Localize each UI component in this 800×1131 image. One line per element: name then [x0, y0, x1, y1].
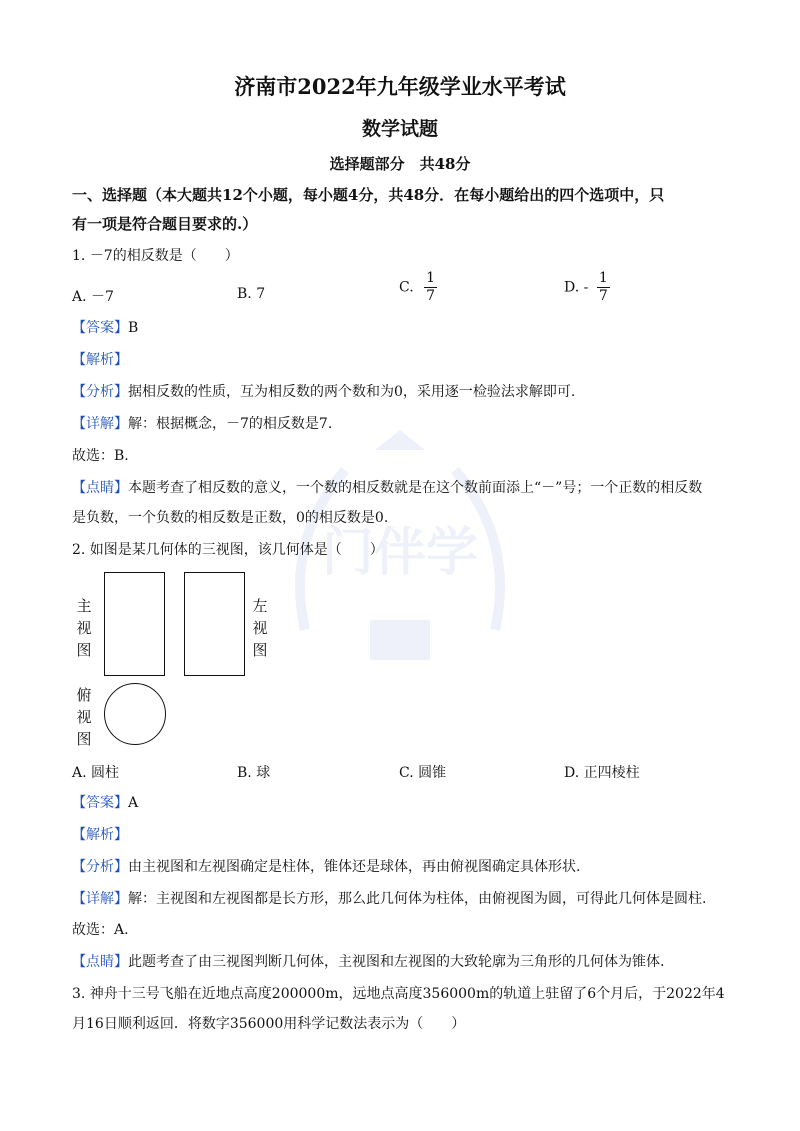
watermark-text: 门伴学: [321, 523, 479, 583]
q2-fenxi-tag: 【分析】: [72, 859, 128, 875]
q2-option-d: D. 正四棱柱: [564, 765, 640, 781]
q1-stem: 1. －7的相反数是（ ）: [72, 248, 239, 264]
q2-fenxi: [72, 857, 580, 877]
q1-fenxi-text: 据相反数的性质，互为相反数的两个数和为0，采用逐一检验法求解即可.: [128, 384, 576, 400]
q1-xiangjie-text: 解：根据概念，－7的相反数是7.: [128, 416, 333, 432]
section-instruction-line2: 有一项是符合题目要求的.）: [72, 215, 258, 233]
q2-fenxi-text: 由主视图和左视图确定是柱体，锥体还是球体，再由俯视图确定具体形状.: [128, 859, 581, 875]
q1-dianjing-line1: [72, 478, 702, 498]
q1-option-c: [399, 270, 437, 305]
front-view-label: 主视图: [76, 597, 92, 659]
q1-option-d-numerator: 1: [598, 270, 608, 286]
q1-xiangjie: [72, 414, 332, 434]
q2-dianjing: [72, 952, 664, 972]
q1-option-d-fraction: [597, 270, 610, 305]
q1-dianjing-tag: 【点睛】: [72, 480, 128, 496]
exam-subtitle: 数学试题: [361, 118, 438, 140]
q2-answer-value: A: [128, 795, 139, 811]
q2-choice: 故选：A.: [72, 922, 129, 938]
q1-fenxi: [72, 382, 575, 402]
top-view-circle: [104, 683, 166, 745]
q1-choice: 故选：B.: [72, 448, 129, 464]
q1-answer: [72, 318, 138, 338]
watermark-logo: [285, 430, 515, 700]
exam-title: 济南市2022年九年级学业水平考试: [234, 74, 566, 99]
q1-answer-value: B: [128, 320, 139, 336]
part-heading: 选择题部分 共48分: [329, 155, 471, 173]
q1-option-d: [564, 270, 610, 305]
q2-answer-tag: 【答案】: [72, 795, 128, 811]
q2-option-a: A. 圆柱: [72, 765, 120, 781]
q1-option-b: B. 7: [237, 286, 266, 302]
top-view-label: 俯视图: [76, 686, 92, 748]
q2-xiangjie-text: 解：主视图和左视图都是长方形，那么此几何体为柱体，由俯视图为圆，可得此几何体是圆柱.: [128, 891, 707, 907]
q1-xiangjie-tag: 【详解】: [72, 416, 128, 432]
q2-dianjing-tag: 【点睛】: [72, 954, 128, 970]
q1-option-c-fraction: [424, 270, 437, 305]
q2-analysis-tag: 【解析】: [72, 827, 128, 843]
q1-fenxi-tag: 【分析】: [72, 384, 128, 400]
q1-option-a: A. －7: [72, 289, 114, 305]
q1-analysis-tag: 【解析】: [72, 352, 128, 368]
q1-option-d-denominator: 7: [598, 288, 608, 304]
q1-option-c-numerator: 1: [426, 270, 436, 286]
q1-answer-tag: 【答案】: [72, 320, 128, 336]
q3-stem-line2: 月16日顺利返回．将数字356000用科学记数法表示为（ ）: [72, 1016, 466, 1032]
q2-option-b: B. 球: [237, 765, 271, 781]
q2-xiangjie: [72, 889, 706, 909]
q3-stem-line1: 3. 神舟十三号飞船在近地点高度200000m，远地点高度356000m的轨道上驻留了6个月后，于2022年4: [72, 986, 725, 1002]
front-view-rectangle: [104, 572, 165, 676]
q2-answer: [72, 793, 138, 813]
q1-dianjing-line2: 是负数，一个负数的相反数是正数，0的相反数是0.: [72, 510, 389, 526]
q2-xiangjie-tag: 【详解】: [72, 891, 128, 907]
q1-option-c-denominator: 7: [426, 288, 436, 304]
section-instruction-line1: 一、选择题（本大题共12个小题，每小题4分，共48分．在每小题给出的四个选项中，只: [72, 186, 665, 204]
left-view-label: 左视图: [252, 597, 268, 659]
q2-stem: 2. 如图是某几何体的三视图，该几何体是（ ）: [72, 542, 384, 558]
q1-dianjing-text1: 本题考查了相反数的意义，一个数的相反数就是在这个数前面添上“－”号；一个正数的相反数: [128, 480, 703, 496]
q1-option-d-label: D. -: [564, 279, 589, 296]
q2-option-c: C. 圆锥: [399, 765, 447, 781]
q2-dianjing-text: 此题考查了由三视图判断几何体，主视图和左视图的大致轮廓为三角形的几何体为锥体.: [128, 954, 665, 970]
left-view-rectangle: [184, 572, 245, 676]
q1-option-c-label: C.: [399, 279, 414, 296]
